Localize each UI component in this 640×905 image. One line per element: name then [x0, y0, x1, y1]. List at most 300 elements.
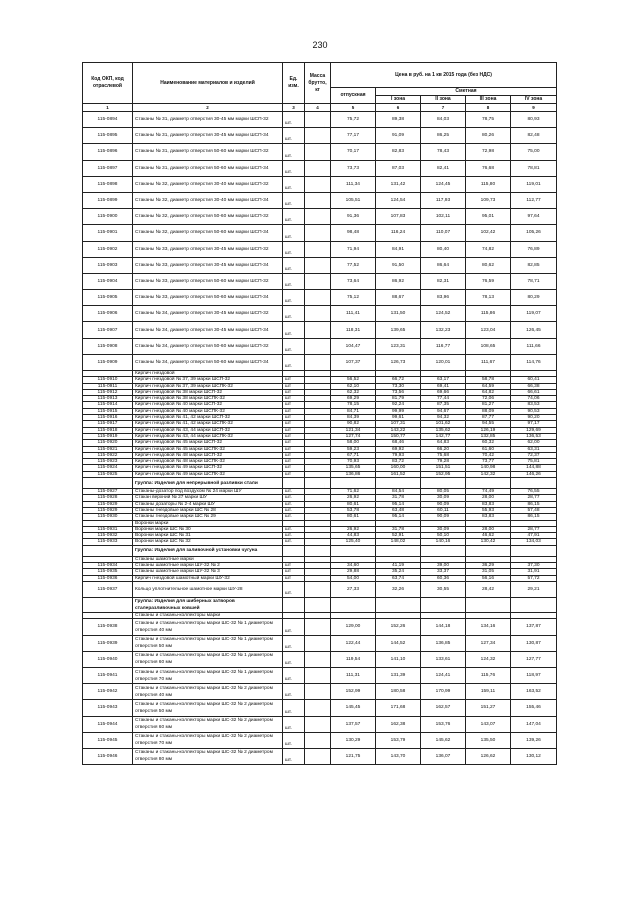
cell-zone-3-price: 78,75 — [466, 112, 511, 128]
cell-zone-1-price: 150,77 — [376, 433, 421, 439]
table-row — [83, 635, 557, 651]
cell-unit: шт. — [283, 112, 305, 128]
cell-zone-4-price: 83,53 — [511, 402, 557, 408]
cell-unit: шт — [283, 377, 305, 383]
cell-zone-2-price: 83,96 — [421, 290, 466, 306]
cell-unit: шт — [283, 452, 305, 458]
cell-zone-3-price: 64,59 — [466, 383, 511, 389]
cell-unit: шт. — [283, 526, 305, 532]
cell-zone-2-price: 82,31 — [421, 273, 466, 289]
cell-release-price: 29,88 — [331, 569, 376, 575]
cell-zone-2-price: 94,32 — [421, 415, 466, 421]
cell-name: Кирпич гнездовой — [133, 371, 283, 377]
cell-zone-4-price: 147,04 — [511, 716, 557, 732]
cell-name: Кирпич гнездовой № 48 марки ШСПК-32 — [133, 459, 283, 465]
cell-code: 115-0916 — [83, 415, 133, 421]
cell-zone-2-price: 120,01 — [421, 354, 466, 370]
cell-name: Группа: Изделия для заливочной установки чугуна — [133, 545, 283, 556]
cell-code — [83, 478, 133, 489]
column-number: 9 — [511, 104, 557, 112]
cell-zone-4-price: 86,15 — [511, 514, 557, 520]
cell-unit: шт. — [283, 495, 305, 501]
cell-zone-4-price: 76,89 — [511, 241, 557, 257]
cell-release-price: 135,65 — [331, 465, 376, 471]
cell-zone-1-price: 144,52 — [376, 635, 421, 651]
cell-zone-1-price: 162,38 — [376, 716, 421, 732]
cell-zone-3-price: 108,65 — [466, 338, 511, 354]
cell-zone-1-price: 32,26 — [376, 581, 421, 597]
cell-release-price: 27,33 — [331, 581, 376, 597]
cell-code: 115-0924 — [83, 465, 133, 471]
cell-zone-1-price: 160,00 — [376, 465, 421, 471]
cell-mass — [305, 651, 331, 667]
table-row — [83, 241, 557, 257]
cell-unit: шт. — [283, 716, 305, 732]
cell-zone-3-price: 124,32 — [466, 651, 511, 667]
cell-zone-1-price: 143,22 — [376, 427, 421, 433]
cell-release-price: 145,45 — [331, 700, 376, 716]
cell-zone-4-price: 97,64 — [511, 209, 557, 225]
cell-code — [83, 598, 133, 613]
cell-zone-4-price: 72,37 — [511, 452, 557, 458]
cell-zone-1-price: 31,78 — [376, 526, 421, 532]
cell-name: Стаканы-дозатор под воздухом № 24 марки ШУ — [133, 489, 283, 495]
cell-release-price: 58,00 — [331, 440, 376, 446]
cell-unit: шт — [283, 446, 305, 452]
cell-zone-2-price: 64,83 — [421, 440, 466, 446]
cell-release-price: 80,61 — [331, 514, 376, 520]
cell-zone-2-price: 60,11 — [421, 507, 466, 513]
cell-zone-4-price — [511, 545, 557, 556]
column-number: 5 — [331, 104, 376, 112]
cell-mass — [305, 273, 331, 289]
cell-code: 115-0930 — [83, 514, 133, 520]
cell-release-price: 69,29 — [331, 396, 376, 402]
cell-release-price: 111,34 — [331, 176, 376, 192]
cell-zone-4-price: 74,06 — [511, 396, 557, 402]
cell-unit: шт. — [283, 539, 305, 545]
cell-name: Группа: Изделия для шиберных затворов сталеразливочных ковшей — [133, 598, 283, 613]
cell-zone-2-price: 117,93 — [421, 192, 466, 208]
table-row — [83, 290, 557, 306]
cell-zone-3-price: 81,27 — [466, 402, 511, 408]
table-row — [83, 257, 557, 273]
cell-zone-2-price: 153,76 — [421, 716, 466, 732]
header-mass: Масса брутто, кг — [305, 63, 331, 104]
cell-unit: шт. — [283, 651, 305, 667]
cell-release-price: 75,12 — [331, 290, 376, 306]
cell-zone-4-price — [511, 478, 557, 489]
cell-unit: шт — [283, 408, 305, 414]
cell-release-price: 90,82 — [331, 421, 376, 427]
cell-zone-4-price: 75,81 — [511, 459, 557, 465]
cell-unit: шт — [283, 402, 305, 408]
cell-name: Кирпич гнездовой № 38 марки ШСПК-32 — [133, 396, 283, 402]
cell-zone-4-price: 47,91 — [511, 533, 557, 539]
cell-zone-3-price: 111,67 — [466, 354, 511, 370]
cell-release-price: 121,75 — [331, 748, 376, 764]
cell-release-price: 91,36 — [331, 209, 376, 225]
cell-name: Воронки марки ШС № 31 — [133, 533, 283, 539]
cell-unit: шт. — [283, 748, 305, 764]
cell-zone-2-price: 30,55 — [421, 581, 466, 597]
cell-zone-1-price: 95,14 — [376, 514, 421, 520]
cell-unit: шт — [283, 569, 305, 575]
cell-zone-4-price: 139,26 — [511, 732, 557, 748]
cell-name: Стаканы и стаканы-коллекторы марки ШС-32 № 2 диаметром отверстия 70 мм — [133, 732, 283, 748]
cell-release-price: 105,51 — [331, 192, 376, 208]
table-row — [83, 192, 557, 208]
cell-code: 115-0946 — [83, 748, 133, 764]
cell-zone-3-price: 73,77 — [466, 459, 511, 465]
cell-zone-4-price: 130,12 — [511, 748, 557, 764]
cell-name: Стаканы и стаканы-коллекторы марки ШС-32 № 1 диаметром отверстия 70 мм — [133, 667, 283, 683]
cell-zone-3-price: 130,42 — [466, 539, 511, 545]
cell-code: 115-0905 — [83, 290, 133, 306]
table-row — [83, 581, 557, 597]
cell-name: Кирпич гнездовой № 45 марки ШСПК-32 — [133, 446, 283, 452]
cell-zone-1-price: 99,61 — [376, 415, 421, 421]
cell-zone-1-price: 88,67 — [376, 290, 421, 306]
cell-zone-3-price: 115,76 — [466, 667, 511, 683]
cell-zone-1-price: 171,68 — [376, 700, 421, 716]
cell-zone-4-price: 130,87 — [511, 635, 557, 651]
cell-code: 115-0920 — [83, 440, 133, 446]
cell-mass — [305, 635, 331, 651]
cell-zone-4-price: 82,48 — [511, 128, 557, 144]
cell-release-price: 152,99 — [331, 684, 376, 700]
header-zone-3: III зона — [466, 96, 511, 104]
cell-zone-3-price: 109,73 — [466, 192, 511, 208]
cell-zone-1-price: 84,91 — [376, 241, 421, 257]
cell-unit: шт — [283, 383, 305, 389]
cell-release-price: 80,61 — [331, 501, 376, 507]
cell-code: 115-0898 — [83, 176, 133, 192]
cell-zone-1-price: 153,79 — [376, 732, 421, 748]
table-row — [83, 619, 557, 635]
cell-zone-1-price: 31,78 — [376, 495, 421, 501]
cell-zone-3-price: 123,04 — [466, 322, 511, 338]
cell-mass — [305, 112, 331, 128]
cell-name: Кирпич гнездовой № 49 марки ШСП-32 — [133, 465, 283, 471]
cell-code: 115-0908 — [83, 338, 133, 354]
cell-zone-1-price: 180,58 — [376, 684, 421, 700]
cell-mass — [305, 160, 331, 176]
cell-code: 115-0906 — [83, 306, 133, 322]
column-number: 6 — [376, 104, 421, 112]
cell-unit: шт. — [283, 684, 305, 700]
cell-zone-3-price: 36,29 — [466, 563, 511, 569]
price-table — [82, 62, 557, 765]
cell-zone-4-price: 86,15 — [511, 501, 557, 507]
cell-zone-2-price: 102,11 — [421, 209, 466, 225]
header-price: Цена в руб. на 1 кв 2015 года (без НДС) — [331, 63, 557, 88]
cell-zone-4-price: 78,71 — [511, 273, 557, 289]
cell-release-price: 107,37 — [331, 354, 376, 370]
cell-name: Стаканы шамотные марки — [133, 556, 283, 562]
cell-mass — [305, 619, 331, 635]
column-number: 8 — [466, 104, 511, 112]
cell-zone-3-price: 115,86 — [466, 306, 511, 322]
cell-zone-2-price: 132,23 — [421, 322, 466, 338]
cell-release-price: 78,15 — [331, 402, 376, 408]
cell-zone-2-price: 60,36 — [421, 575, 466, 581]
cell-zone-1-price: 73,30 — [376, 383, 421, 389]
cell-zone-2-price: 84,03 — [421, 112, 466, 128]
cell-name: Стаканы № 32, диаметр отверстия 50-60 мм марки ШСП-34 — [133, 225, 283, 241]
cell-unit: шт. — [283, 501, 305, 507]
cell-zone-1-price: 35,24 — [376, 569, 421, 575]
cell-zone-1-price: 107,83 — [376, 209, 421, 225]
cell-code: 115-0900 — [83, 209, 133, 225]
column-number: 1 — [83, 104, 133, 112]
cell-mass — [305, 545, 331, 556]
cell-name: Стаканы и стаканы-коллекторы марки ШС-32 № 1 диаметром отверстия 60 мм — [133, 651, 283, 667]
cell-code: 115-0915 — [83, 408, 133, 414]
cell-name: Кирпич гнездовой шамотный марки ШУ-32 — [133, 575, 283, 581]
cell-unit: шт. — [283, 581, 305, 597]
cell-zone-1-price: 82,83 — [376, 144, 421, 160]
cell-code: 115-0907 — [83, 322, 133, 338]
page-number: 230 — [312, 40, 328, 50]
cell-zone-2-price: 86,25 — [421, 128, 466, 144]
cell-zone-2-price: 90,09 — [421, 501, 466, 507]
cell-zone-1-price: 41,19 — [376, 563, 421, 569]
table-row — [83, 651, 557, 667]
cell-zone-3-price: 28,00 — [466, 495, 511, 501]
cell-zone-2-price: 30,09 — [421, 495, 466, 501]
cell-code: 115-0897 — [83, 160, 133, 176]
cell-zone-2-price: 145,62 — [421, 732, 466, 748]
cell-release-price: 73,73 — [331, 160, 376, 176]
cell-code: 115-0929 — [83, 501, 133, 507]
cell-zone-2-price: 78,43 — [421, 144, 466, 160]
cell-zone-3-price: 76,68 — [466, 160, 511, 176]
cell-zone-3-price: 80,26 — [466, 128, 511, 144]
cell-zone-3-price: 142,32 — [466, 471, 511, 477]
cell-mass — [305, 290, 331, 306]
cell-code: 115-0914 — [83, 402, 133, 408]
header-unit: Ед. изм. — [283, 63, 305, 104]
cell-code: 115-0894 — [83, 112, 133, 128]
cell-zone-1-price: 87,03 — [376, 160, 421, 176]
cell-code: 115-0932 — [83, 533, 133, 539]
cell-zone-1-price: 91,50 — [376, 257, 421, 273]
cell-name: Кирпич гнездовой № 37, 39 марки ШСП-32 — [133, 377, 283, 383]
cell-zone-3-price: 115,80 — [466, 176, 511, 192]
cell-zone-3-price: 151,27 — [466, 700, 511, 716]
cell-zone-3-price: 83,83 — [466, 514, 511, 520]
cell-zone-4-price: 129,69 — [511, 427, 557, 433]
cell-zone-1-price: 63,74 — [376, 575, 421, 581]
column-number: 4 — [305, 104, 331, 112]
cell-zone-3-price: 78,13 — [466, 290, 511, 306]
cell-name: Стаканы № 31, диаметр отверстия 50-60 мм марки ШСП-34 — [133, 160, 283, 176]
cell-code — [83, 545, 133, 556]
cell-zone-3-price: 140,98 — [466, 465, 511, 471]
cell-zone-2-price: 151,51 — [421, 465, 466, 471]
cell-zone-4-price: 134,03 — [511, 539, 557, 545]
cell-zone-1-price: 107,31 — [376, 421, 421, 427]
cell-zone-1-price: 63,48 — [376, 507, 421, 513]
cell-zone-4-price: 29,21 — [511, 581, 557, 597]
cell-name: Стаканы и стаканы-коллекторы марки ШС-32 № 2 диаметром отверстия 40 мм — [133, 684, 283, 700]
cell-name: Стаканы и стаканы-коллекторы марки ШС-32 № 2 диаметром отверстия 60 мм — [133, 716, 283, 732]
cell-release-price: 130,29 — [331, 732, 376, 748]
cell-unit: шт. — [283, 489, 305, 495]
cell-zone-2-price: 101,62 — [421, 421, 466, 427]
table-header — [83, 63, 557, 112]
cell-code: 115-0901 — [83, 225, 133, 241]
cell-zone-3-price: 135,50 — [466, 732, 511, 748]
cell-zone-4-price: 118,97 — [511, 667, 557, 683]
table-row — [83, 306, 557, 322]
cell-release-price: 98,48 — [331, 225, 376, 241]
cell-unit: шт. — [283, 338, 305, 354]
cell-code: 115-0909 — [83, 354, 133, 370]
cell-zone-2-price: 140,16 — [421, 539, 466, 545]
cell-zone-3-price: 72,06 — [466, 396, 511, 402]
cell-zone-3-price: 74,82 — [466, 241, 511, 257]
cell-unit: шт. — [283, 144, 305, 160]
cell-code: 115-0937 — [83, 581, 133, 597]
cell-code: 115-0934 — [83, 563, 133, 569]
cell-zone-1-price: 84,54 — [376, 489, 421, 495]
cell-code: 115-0931 — [83, 526, 133, 532]
cell-zone-1-price: 91,09 — [376, 128, 421, 144]
cell-zone-1-price: 86,92 — [376, 273, 421, 289]
cell-release-price: 136,86 — [331, 471, 376, 477]
cell-zone-2-price: 80,40 — [421, 241, 466, 257]
cell-name: Кольцо уплотнительное шамотное марки ШУ-28 — [133, 581, 283, 597]
cell-zone-3-price: 134,16 — [466, 619, 511, 635]
table-row — [83, 209, 557, 225]
cell-zone-3-price — [466, 545, 511, 556]
cell-name: Кирпич гнездовой № 43, 44 марки ШСПК-32 — [133, 433, 283, 439]
cell-zone-2-price: 142,77 — [421, 433, 466, 439]
cell-zone-4-price: 114,76 — [511, 354, 557, 370]
cell-zone-1-price: 123,31 — [376, 338, 421, 354]
cell-mass — [305, 581, 331, 597]
cell-zone-3-price: 159,11 — [466, 684, 511, 700]
cell-unit: шт — [283, 415, 305, 421]
cell-zone-2-price: 116,77 — [421, 338, 466, 354]
cell-release-price: 62,10 — [331, 383, 376, 389]
cell-zone-1-price: 68,46 — [376, 440, 421, 446]
table-row — [83, 732, 557, 748]
cell-zone-4-price: 136,53 — [511, 433, 557, 439]
cell-unit: шт — [283, 389, 305, 395]
cell-name: Кирпич гнездовой № 40 марки ШСПК-32 — [133, 408, 283, 414]
table-row — [83, 128, 557, 144]
cell-unit: шт. — [283, 619, 305, 635]
cell-zone-1-price: 92,24 — [376, 402, 421, 408]
cell-zone-2-price: 170,99 — [421, 684, 466, 700]
cell-unit: шт. — [283, 209, 305, 225]
cell-name: Стаканы № 31, диаметр отверстия 30-45 мм марки ШСП-34 — [133, 128, 283, 144]
cell-zone-3-price: 28,00 — [466, 526, 511, 532]
cell-code: 115-0938 — [83, 619, 133, 635]
cell-name: Стаканы № 33, диаметр отверстия 50-60 мм марки ШСП-32 — [133, 273, 283, 289]
cell-mass — [305, 716, 331, 732]
cell-zone-4-price: 144,88 — [511, 465, 557, 471]
cell-release-price: 71,94 — [331, 241, 376, 257]
cell-code: 115-0902 — [83, 241, 133, 257]
cell-zone-4-price: 90,20 — [511, 415, 557, 421]
cell-zone-4-price: 60,41 — [511, 377, 557, 383]
cell-release-price: 77,52 — [331, 257, 376, 273]
cell-unit: шт — [283, 563, 305, 569]
cell-release-price: 84,71 — [331, 408, 376, 414]
cell-mass — [305, 257, 331, 273]
cell-code: 115-0940 — [83, 651, 133, 667]
cell-unit: шт. — [283, 533, 305, 539]
cell-zone-1-price: 66,72 — [376, 377, 421, 383]
cell-code: 115-0935 — [83, 569, 133, 575]
cell-name: Стакан верхний № 27 марки ШУ — [133, 495, 283, 501]
cell-zone-1-price: 99,99 — [376, 408, 421, 414]
cell-zone-4-price: 78,81 — [511, 160, 557, 176]
table-row — [83, 700, 557, 716]
cell-zone-4-price: 66,61 — [511, 389, 557, 395]
cell-zone-3-price: 80,62 — [466, 257, 511, 273]
cell-zone-1-price: 52,91 — [376, 533, 421, 539]
cell-zone-4-price: 155,46 — [511, 700, 557, 716]
table-row — [83, 112, 557, 128]
cell-zone-2-price: 66,20 — [421, 446, 466, 452]
cell-zone-1-price: 139,65 — [376, 322, 421, 338]
table-row — [83, 225, 557, 241]
cell-release-price: 111,31 — [331, 667, 376, 683]
cell-zone-3-price — [466, 598, 511, 613]
cell-zone-4-price: 119,01 — [511, 176, 557, 192]
cell-zone-4-price: 137,87 — [511, 619, 557, 635]
table-row — [83, 322, 557, 338]
cell-zone-1-price: 83,72 — [376, 459, 421, 465]
cell-zone-3-price: 126,62 — [466, 748, 511, 764]
cell-name: Стаканы № 32, диаметр отверстия 30-40 мм марки ШСП-32 — [133, 176, 283, 192]
cell-zone-2-price: 135,62 — [421, 427, 466, 433]
cell-unit: шт. — [283, 514, 305, 520]
cell-zone-4-price: 90,53 — [511, 408, 557, 414]
cell-zone-2-price: 69,41 — [421, 383, 466, 389]
cell-zone-3-price: 58,78 — [466, 377, 511, 383]
cell-code: 115-0939 — [83, 635, 133, 651]
table-row — [83, 354, 557, 370]
cell-unit: шт. — [283, 732, 305, 748]
column-number-row — [83, 104, 557, 112]
cell-zone-3-price: 76,59 — [466, 273, 511, 289]
cell-name: Стаканы № 34, диаметр отверстия 50-60 мм марки ШСП-32 — [133, 338, 283, 354]
cell-unit: шт. — [283, 700, 305, 716]
cell-zone-2-price: 144,18 — [421, 619, 466, 635]
cell-mass — [305, 598, 331, 613]
cell-unit: шт. — [283, 128, 305, 144]
column-number: 2 — [133, 104, 283, 112]
cell-code: 115-0928 — [83, 495, 133, 501]
cell-zone-2-price: 63,17 — [421, 377, 466, 383]
cell-zone-4-price: 37,30 — [511, 563, 557, 569]
cell-name: Стаканы дозаторы № 2-4 марки ШУ — [133, 501, 283, 507]
cell-unit: шт — [283, 427, 305, 433]
cell-zone-1-price: 69,92 — [376, 446, 421, 452]
cell-zone-3-price: 74,49 — [466, 489, 511, 495]
cell-zone-4-price: 31,91 — [511, 569, 557, 575]
cell-name: Стаканы шамотные марки ШУ-32 № 3 — [133, 569, 283, 575]
cell-zone-2-price: 33,37 — [421, 569, 466, 575]
cell-unit: шт. — [283, 225, 305, 241]
cell-name: Кирпич гнездовой № 40 марки ШСП-32 — [133, 402, 283, 408]
